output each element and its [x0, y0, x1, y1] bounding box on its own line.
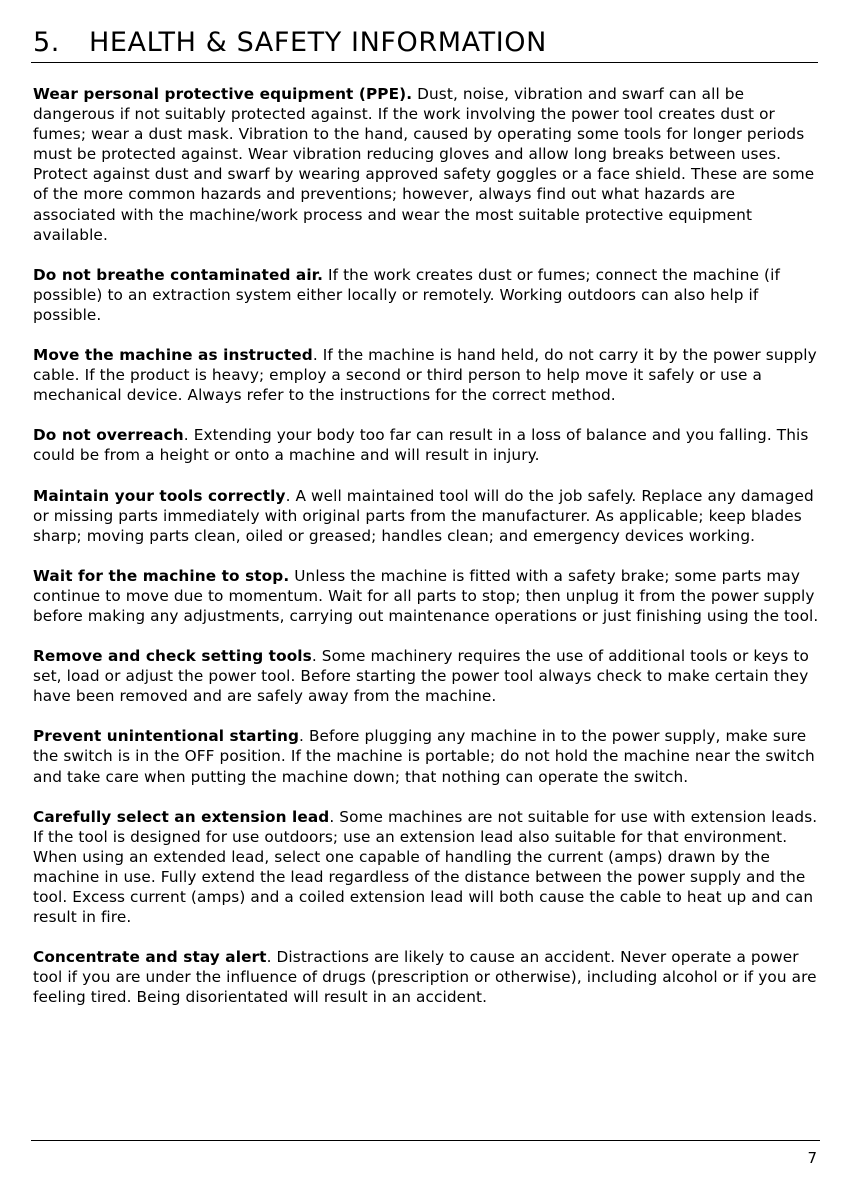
section-title: HEALTH & SAFETY INFORMATION [89, 27, 547, 58]
section-number: 5. [33, 27, 60, 58]
section-heading: Remove and check setting tools [33, 647, 312, 666]
section-body: . Distractions are likely to cause an accident. Never operate a power tool if you are under the influence of drugs (prescription or otherwise), including alcohol or if you are feeling tired. Being disorientated will result in an accident. [33, 948, 817, 1007]
section-heading: Do not overreach [33, 426, 184, 445]
safety-section-extension-lead [33, 807, 822, 928]
section-body: . Extending your body too far can result in a loss of balance and you falling. This could be from a height or onto a machine and will result in injury. [33, 426, 809, 465]
section-body: . A well maintained tool will do the job safely. Replace any damaged or missing parts immediately with original parts from the manufacturer. As applicable; keep blades sharp; moving parts clean, oiled or greased; handles clean; and emergency devices working. [33, 486, 814, 545]
section-heading: Prevent unintentional starting [33, 727, 300, 746]
section-body: . Some machines are not suitable for use with extension leads. If the tool is designed for use outdoors; use an extension lead also suitable for that environment. When using an extended lead, select one capable of handling the current (amps) drawn by the machine in use. Fully extend the lead regardless of the distance between the power supply and the tool. Excess current (amps) and a coiled extension lead will both cause the cable to heat up and can result in fire. [33, 807, 818, 927]
section-heading: Wait for the machine to stop. [33, 566, 290, 585]
safety-section-setting-tools [33, 646, 822, 706]
section-heading: Concentrate and stay alert [33, 948, 267, 967]
page-number: 7 [807, 1149, 817, 1167]
section-heading: Wear personal protective equipment (PPE). [33, 85, 413, 103]
safety-section-stay-alert [33, 947, 822, 1007]
safety-section-ppe [33, 84, 822, 245]
section-heading: Do not breathe contaminated air. [33, 265, 324, 284]
footer-divider [31, 1140, 820, 1141]
safety-section-move-machine [33, 345, 822, 405]
section-body: . Some machinery requires the use of additional tools or keys to set, load or adjust the power tool. Before starting the power tool always check to make certain they have been removed and are safely away from the machine. [33, 647, 809, 706]
section-heading: Move the machine as instructed [33, 346, 313, 365]
safety-section-overreach [33, 425, 822, 465]
section-heading: Maintain your tools correctly [33, 486, 286, 505]
section-body: . Before plugging any machine in to the power supply, make sure the switch is in the OFF position. If the machine is portable; do not hold the machine near the switch and take care when putting the machine down; that nothing can operate the switch. [33, 727, 815, 786]
safety-content [33, 84, 822, 1027]
section-heading: Carefully select an extension lead [33, 807, 330, 826]
section-body: If the work creates dust or fumes; connect the machine (if possible) to an extraction system either locally or remotely. Working outdoors can also help if possible. [33, 265, 780, 324]
safety-section-wait-stop [33, 566, 822, 626]
section-body: Unless the machine is fitted with a safety brake; some parts may continue to move due to momentum. Wait for all parts to stop; then unplug it from the power supply before making any adjustments, carrying out maintenance operations or just finishing using the tool. [33, 566, 819, 625]
safety-section-maintain-tools [33, 486, 822, 546]
section-body: Dust, noise, vibration and swarf can all be dangerous if not suitably protected against. If the work involving the power tool creates dust or fumes; wear a dust mask. Vibration to the hand, caused by operating some tools for longer periods must be protected against. Wear vibration reducing gloves and allow long breaks between uses. Protect against dust and swarf by wearing approved safety goggles or a face shield. These are some of the more common hazards and preventions; however, always find out what hazards are associated with the machine/work process and wear the most suitable protective equipment available. [33, 85, 815, 244]
title-divider [31, 62, 818, 63]
page-title [33, 24, 547, 62]
section-body: . If the machine is hand held, do not carry it by the power supply cable. If the product is heavy; employ a second or third person to help move it safely or use a mechanical device. Always refer to the instructions for the correct method. [33, 346, 817, 405]
safety-section-unintentional-starting [33, 726, 822, 786]
safety-section-contaminated-air [33, 265, 822, 325]
